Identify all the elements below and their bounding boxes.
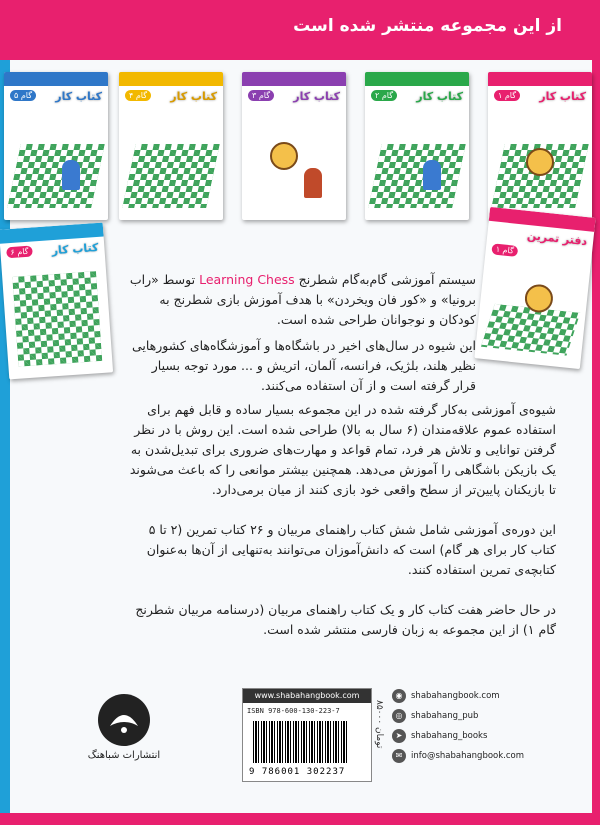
publisher-logo-icon xyxy=(96,692,152,748)
website-text: shabahangbook.com xyxy=(411,691,500,701)
book-cover-gam-1 xyxy=(488,72,592,220)
book-title: کتاب کار xyxy=(539,90,586,103)
cartoon-illustration xyxy=(304,168,322,198)
intro-text-start: سیستم آموزشی گام‌به‌گام شطرنج xyxy=(298,272,476,287)
cartoon-illustration xyxy=(423,160,441,190)
social-row-website xyxy=(392,686,552,706)
barcode-icon xyxy=(253,721,349,763)
paragraph-5: در حال حاضر هفت کتاب کار و یک کتاب راهنمای مربیان (درسنامه مربیان شطرنج گام ۱) از این مجموعه به زبان فارسی منتشر شده است. xyxy=(135,602,556,637)
cartoon-illustration xyxy=(62,160,80,190)
bottom-band xyxy=(0,813,600,825)
cartoon-illustration xyxy=(270,142,298,170)
book-title: کتاب کار xyxy=(293,90,340,103)
book-cover-band xyxy=(242,72,346,86)
email-text: info@shabahangbook.com xyxy=(411,751,525,761)
social-row-email xyxy=(392,746,552,766)
book-step-badge: گام ۳ xyxy=(248,90,274,101)
chessboard-illustration xyxy=(12,271,102,367)
book-cover-gam-4 xyxy=(119,72,223,220)
globe-icon: ◉ xyxy=(392,689,406,703)
chessboard-illustration xyxy=(122,144,220,208)
instagram-text: shabahang_pub xyxy=(411,711,479,721)
right-stripe xyxy=(592,60,600,825)
instagram-icon: ◎ xyxy=(392,709,406,723)
book-cover-workbook xyxy=(474,207,595,369)
paragraph-3: شیوه‌ی آموزشی به‌کار گرفته شده در این مجموعه بسیار ساده و قابل فهم برای استفاده عموم علاقه‌مندان (۶ سال به بالا) طراحی شده است. این روش با در نظر گرفتن توانایی و تلاش هر فرد، تمام قواعد و مهارت‌های ضروری برای تبدیل‌شدن به یک بازیکن باشگاهی را آموزش می‌دهد. همچنین بیشتر موانعی را که باعث می‌شوند تا بازیکنان پایین‌تر از سطح واقعی خود بازی کنند از میان برمی‌دارد. xyxy=(129,402,556,497)
social-row-instagram xyxy=(392,706,552,726)
book-title: کتاب کار xyxy=(416,90,463,103)
book-cover-gam-5 xyxy=(4,72,108,220)
publisher-name: انتشارات شباهنگ xyxy=(87,750,161,761)
book-step-badge: گام ۶ xyxy=(6,246,33,259)
telegram-text: shabahang_books xyxy=(411,731,488,741)
book-step-badge: گام ۱ xyxy=(491,243,518,257)
chessboard-illustration xyxy=(368,144,466,208)
social-row-telegram xyxy=(392,726,552,746)
book-cover-gam-2 xyxy=(365,72,469,220)
book-cover-gam-6 xyxy=(0,223,113,380)
telegram-icon: ➤ xyxy=(392,729,406,743)
chessboard-illustration xyxy=(481,304,580,356)
book-title: کتاب کار xyxy=(51,240,99,258)
barcode-url: www.shabahangbook.com xyxy=(243,689,371,703)
barcode-number: 9 786001 302237 xyxy=(249,767,346,777)
book-title: کتاب کار xyxy=(170,90,217,103)
book-cover-gam-3 xyxy=(242,72,346,220)
cartoon-illustration xyxy=(526,148,554,176)
book-cover-band xyxy=(4,72,108,86)
intro-paragraph xyxy=(126,270,476,330)
book-title: کتاب کار xyxy=(55,90,102,103)
book-cover-band xyxy=(365,72,469,86)
book-step-badge: گام ۱ xyxy=(494,90,520,101)
paragraph-4: این دوره‌ی آموزشی شامل شش کتاب راهنمای مربیان و ۲۶ کتاب تمرین (۲ تا ۵ کتاب کار برای هر گام) است که دانش‌آموزان می‌توانند به‌تنهایی از آن‌ها به‌عنوان کتابچه‌ی تمرین استفاده کنند. xyxy=(146,522,556,577)
social-links xyxy=(392,686,552,766)
chessboard-illustration xyxy=(7,144,105,208)
learning-chess-highlight: Learning Chess xyxy=(199,272,295,287)
book-cover-band xyxy=(488,72,592,86)
book-title: دفتر تمرین xyxy=(526,228,588,249)
paragraph-2: این شیوه در سال‌های اخیر در باشگاه‌ها و آموزشگاه‌های کشورهایی نظیر هلند، بلژیک، فرانسه، آلمان، اتریش و ... مورد توجه بسیار قرار گرفته است و از آن استفاده می‌کنند. xyxy=(131,338,476,393)
book-step-badge: گام ۲ xyxy=(371,90,397,101)
book-step-badge: گام ۴ xyxy=(125,90,151,101)
book-cover-band xyxy=(119,72,223,86)
intro-text-end: توسط «راب برونیا» و «کور فان ویخردن» با هدف آموزش بازی شطرنج به کودکان و نوجوانان طراحی شده است. xyxy=(129,272,476,327)
header-band xyxy=(0,0,600,60)
price-text: ۸۵۰۰۰ تومان xyxy=(374,700,384,749)
email-icon: ✉ xyxy=(392,749,406,763)
header-title: از این مجموعه منتشر شده است xyxy=(293,16,562,36)
isbn-text: ISBN 978-600-130-223-7 xyxy=(247,707,340,715)
barcode-box xyxy=(242,688,372,782)
book-step-badge: گام ۵ xyxy=(10,90,36,101)
